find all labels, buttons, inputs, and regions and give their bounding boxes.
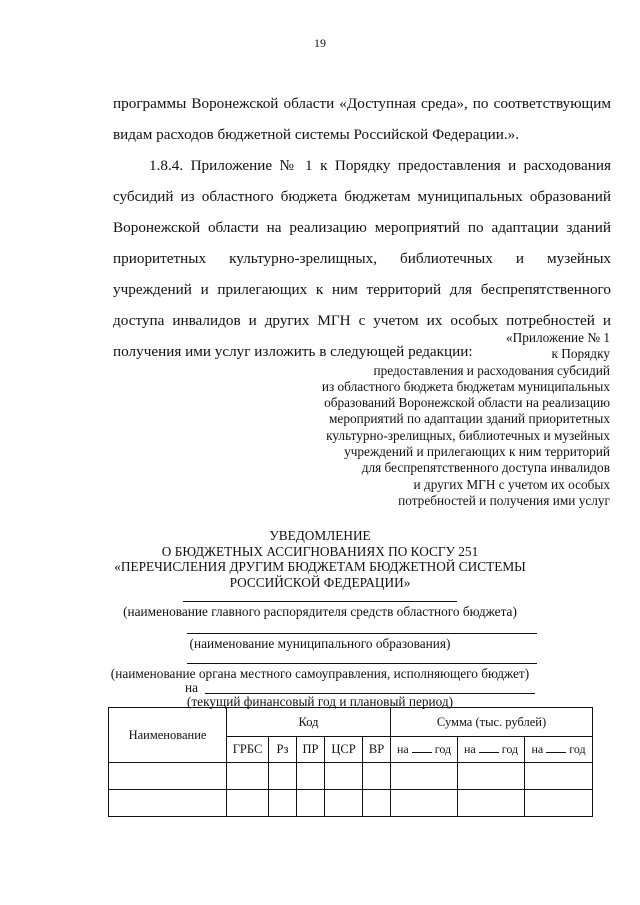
appendix-line: мероприятий по адаптации зданий приоритетных (329, 411, 610, 427)
notice-title-line: УВЕДОМЛЕНИЕ (269, 528, 371, 543)
paragraph-text: 1.8.4. Приложение № 1 к Порядку предоставления и расходования субсидий из областного бюджета бюджетам муниципальных образований Воронежской области на реализацию мероприятий по адаптации зданий приоритетных культурно-зрелищных, библиотечных и музейных учреждений и прилегающих к ним территорий для беспрепятственного доступа инвалидов и других МГН с учетом их особых потребностей и получения ими услуг изложить в следующей редакции: (113, 157, 611, 360)
on-label: на (185, 680, 199, 695)
header-vr: ВР (363, 737, 391, 763)
appendix-line: и других МГН с учетом их особых (413, 476, 610, 492)
appendix-line: культурно-зрелищных, библиотечных и музейных (326, 427, 610, 443)
header-name: Наименование (109, 708, 227, 763)
appendix-header (280, 330, 610, 509)
appendix-line: из областного бюджета бюджетам муниципальных (321, 378, 610, 394)
fill-line (183, 601, 457, 602)
header-grbs: ГРБС (227, 737, 269, 763)
caption-local-authority: (наименование органа местного самоуправления, исполняющего бюджет) (110, 666, 530, 681)
table-row (109, 763, 593, 790)
header-year-3: на год (525, 737, 593, 763)
appendix-line: «Приложение № 1 (506, 330, 610, 345)
page-number: 19 (314, 36, 326, 50)
paragraph-line: программы Воронежской области «Доступная среда», по соответствующим (113, 95, 611, 112)
appendix-line: к Порядку (551, 346, 610, 362)
paragraph-line: видам расходов бюджетной системы Российской Федерации.». (113, 126, 520, 143)
appendix-line: предоставления и расходования субсидий (373, 362, 610, 378)
notice-title-line: О БЮДЖЕТНЫХ АССИГНОВАНИЯХ ПО КОСГУ 251 (161, 543, 479, 559)
table-row (109, 790, 593, 817)
header-csr: ЦСР (325, 737, 363, 763)
notice-title-line: «ПЕРЕЧИСЛЕНИЯ ДРУГИМ БЮДЖЕТАМ БЮДЖЕТНОЙ СИСТЕМЫ (114, 559, 526, 574)
appendix-line: для беспрепятственного доступа инвалидов (361, 460, 610, 476)
caption-municipality: (наименование муниципального образования) (189, 636, 451, 651)
notice-title (0, 528, 640, 590)
header-code: Код (227, 708, 391, 737)
caption-period: (текущий финансовый год и плановый период) (186, 694, 454, 709)
appendix-line: учреждений и прилегающих к ним территорий (344, 444, 610, 460)
header-rz: Рз (269, 737, 297, 763)
budget-table (108, 707, 593, 817)
header-pr: ПР (297, 737, 325, 763)
header-sum: Сумма (тыс. рублей) (391, 708, 593, 737)
paragraph-continuation (113, 88, 611, 150)
header-year-2: на год (458, 737, 525, 763)
appendix-line: потребностей и получения ими услуг (398, 492, 610, 508)
fill-line (187, 633, 537, 634)
caption-main-manager: (наименование главного распорядителя средств областного бюджета) (123, 604, 517, 619)
header-year-1: на год (391, 737, 458, 763)
notice-title-line: РОССИЙСКОЙ ФЕДЕРАЦИИ» (229, 574, 411, 590)
appendix-line: образований Воронежской области на реализацию (324, 395, 610, 411)
fill-line (187, 663, 537, 664)
